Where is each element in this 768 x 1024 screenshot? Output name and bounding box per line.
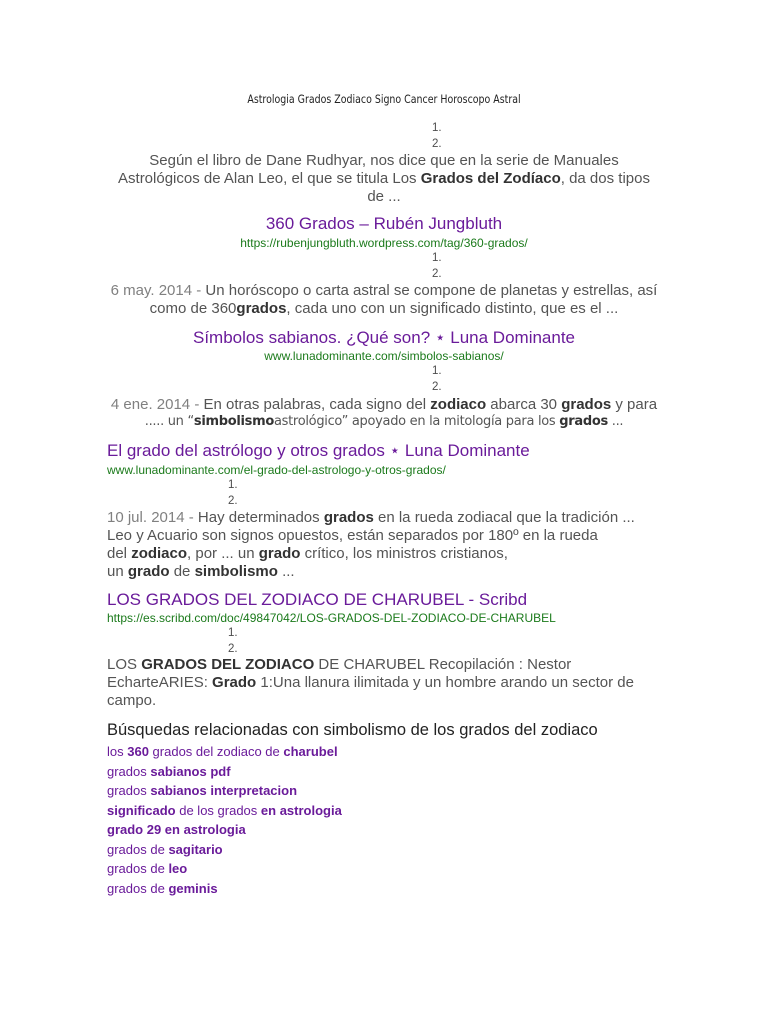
list-number: 1.: [228, 479, 238, 491]
result-url: https://es.scribd.com/doc/49847042/LOS-GRADOS-DEL-ZODIACO-DE-CHARUBEL: [107, 611, 556, 625]
related-search-link[interactable]: grados de sagitario: [107, 841, 223, 857]
result-date: 6 may. 2014 -: [110, 282, 206, 299]
related-searches-heading: Búsquedas relacionadas con simbolismo de los grados del zodiaco: [107, 721, 598, 739]
result-snippet-line: EcharteARIES: Grado 1:Una llanura ilimitada y un hombre arando un sector de: [107, 674, 634, 691]
list-number: 2.: [228, 643, 238, 655]
result-title-link[interactable]: 360 Grados – Rubén Jungbluth: [265, 214, 503, 233]
result-url: https://rubenjungbluth.wordpress.com/tag/360-grados/: [240, 236, 528, 250]
list-number: 2.: [228, 495, 238, 507]
result-snippet-line: del zodiaco, por ... un grado crítico, los ministros cristianos,: [107, 545, 508, 562]
result-title-link[interactable]: LOS GRADOS DEL ZODIACO DE CHARUBEL - Scribd: [107, 590, 528, 609]
result-url: www.lunadominante.com/simbolos-sabianos/: [264, 349, 504, 363]
result-date: 10 jul. 2014 -: [107, 509, 198, 526]
result-title-link[interactable]: Símbolos sabianos. ¿Qué son? ⋆ Luna Dominante: [192, 328, 576, 347]
result-snippet-line: campo.: [107, 692, 157, 709]
intro-snippet-line: Astrológicos de Alan Leo, el que se titula Los Grados del Zodíaco, da dos tipos: [118, 170, 650, 187]
result-snippet-line: Leo y Acuario son signos opuestos, están separados por 180º en la rueda: [107, 527, 598, 544]
list-number: 1.: [432, 122, 442, 134]
result-snippet-line: 10 jul. 2014 - Hay determinados grados en la rueda zodiacal que la tradición ...: [107, 509, 635, 526]
result-url: www.lunadominante.com/el-grado-del-astrologo-y-otros-grados/: [107, 463, 446, 477]
result-snippet-line: como de 360grados, cada uno con un significado distinto, que es el ...: [149, 300, 619, 317]
result-snippet-line: 6 may. 2014 - Un horóscopo o carta astral se compone de planetas y estrellas, así: [110, 282, 658, 299]
list-number: 2.: [432, 381, 442, 393]
list-number: 1.: [228, 627, 238, 639]
page-title: Astrologia Grados Zodiaco Signo Cancer Horoscopo Astral: [247, 92, 521, 106]
result-snippet-line: LOS GRADOS DEL ZODIACO DE CHARUBEL Recopilación : Nestor: [107, 656, 572, 673]
list-number: 1.: [432, 252, 442, 264]
related-search-link[interactable]: grados de leo: [107, 861, 188, 876]
related-search-link[interactable]: significado de los grados en astrologia: [107, 802, 342, 818]
related-search-link[interactable]: los 360 grados del zodiaco de charubel: [107, 744, 338, 759]
list-number: 1.: [432, 365, 442, 377]
result-snippet-line: un grado de simbolismo ...: [107, 563, 295, 580]
list-number: 2.: [432, 268, 442, 280]
related-search-link[interactable]: grado 29 en astrologia: [107, 822, 246, 837]
list-number: 2.: [432, 138, 442, 150]
related-search-link[interactable]: grados sabianos interpretacion: [107, 783, 298, 798]
intro-snippet-line: Según el libro de Dane Rudhyar, nos dice que en la serie de Manuales: [149, 152, 619, 169]
related-search-link[interactable]: grados sabianos pdf: [107, 763, 231, 779]
related-search-link[interactable]: grados de geminis: [107, 880, 218, 896]
result-snippet-line: 4 ene. 2014 - En otras palabras, cada signo del zodiaco abarca 30 grados y para: [110, 396, 658, 413]
intro-snippet-line: de ...: [367, 188, 401, 205]
result-title-link[interactable]: El grado del astrólogo y otros grados ⋆ Luna Dominante: [107, 441, 530, 460]
result-date: 4 ene. 2014 -: [110, 396, 204, 413]
result-snippet-line: ..... un “simbolismoastrológico” apoyado en la mitología para los grados ...: [144, 414, 624, 429]
